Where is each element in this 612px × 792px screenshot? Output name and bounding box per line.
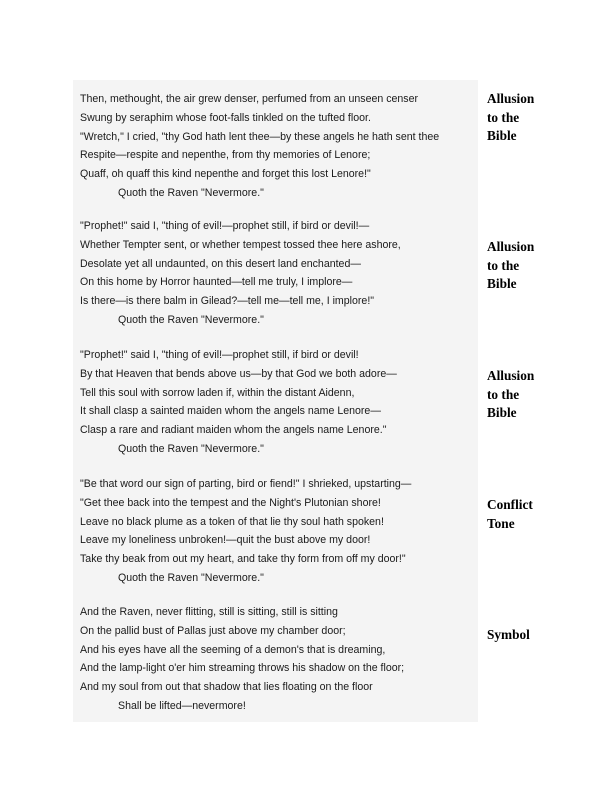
poem-line: Leave no black plume as a token of that lie thy soul hath spoken!	[80, 515, 384, 528]
poem-line: "Be that word our sign of parting, bird or fiend!" I shrieked, upstarting—	[80, 478, 412, 490]
refrain-line: Quoth the Raven "Nevermore."	[118, 442, 264, 455]
poem-line: And the lamp-light o'er him streaming throws his shadow on the floor;	[80, 662, 405, 675]
annotation-3	[487, 367, 597, 423]
annotation-text: to the	[487, 386, 520, 402]
annotation-text: Allusion	[487, 239, 535, 254]
poem-line: It shall clasp a sainted maiden whom the angels name Lenore—	[80, 405, 381, 418]
refrain-line: Quoth the Raven "Nevermore."	[118, 571, 264, 584]
poem-line: By that Heaven that bends above us—by that God we both adore—	[80, 367, 397, 380]
stanza-4	[80, 475, 475, 588]
annotation-text: Bible	[487, 405, 517, 420]
annotation-text: Allusion	[487, 368, 535, 383]
poem-line: And the Raven, never flitting, still is sitting, still is sitting	[80, 606, 338, 618]
annotation-text: to the	[487, 257, 520, 273]
poem-line: Desolate yet all undaunted, on this desert land enchanted—	[80, 257, 361, 270]
poem-line: Tell this soul with sorrow laden if, within the distant Aidenn,	[80, 386, 355, 399]
poem-line: Respite—respite and nepenthe, from thy memories of Lenore;	[80, 149, 371, 162]
poem-line: Is there—is there balm in Gilead?—tell me—tell me, I implore!"	[80, 295, 375, 308]
poem-line: Whether Tempter sent, or whether tempest tossed thee here ashore,	[80, 238, 401, 251]
refrain-line: Shall be lifted—nevermore!	[118, 699, 246, 712]
annotation-text: Bible	[487, 276, 517, 291]
poem-line: Swung by seraphim whose foot-falls tinkled on the tufted floor.	[80, 111, 371, 124]
poem-line: On the pallid bust of Pallas just above my chamber door;	[80, 624, 346, 637]
poem-line: "Prophet!" said I, "thing of evil!—prophet still, if bird or devil!—	[80, 220, 370, 232]
stanza-1	[80, 90, 475, 203]
annotation-text: Conflict	[487, 497, 533, 512]
stanza-2	[80, 217, 475, 330]
annotation-text: Bible	[487, 128, 517, 143]
poem-line: Leave my loneliness unbroken!—quit the bust above my door!	[80, 534, 371, 547]
refrain-line: Quoth the Raven "Nevermore."	[118, 313, 264, 326]
poem-line: "Wretch," I cried, "thy God hath lent thee—by these angels he hath sent thee	[80, 130, 440, 143]
poem-line: On this home by Horror haunted—tell me truly, I implore—	[80, 276, 353, 289]
annotation-4	[487, 496, 597, 533]
poem-line: "Get thee back into the tempest and the Night's Plutonian shore!	[80, 496, 381, 509]
annotation-text: Tone	[487, 515, 515, 531]
stanza-3	[80, 346, 475, 459]
annotation-1	[487, 90, 597, 146]
stanza-5	[80, 603, 475, 716]
poem-line: And my soul from out that shadow that lies floating on the floor	[80, 681, 373, 694]
poem-line: And his eyes have all the seeming of a demon's that is dreaming,	[80, 643, 386, 656]
poem-line: Then, methought, the air grew denser, perfumed from an unseen censer	[80, 93, 419, 105]
poem-line: Take thy beak from out my heart, and take thy form from off my door!"	[80, 553, 406, 566]
annotation-2	[487, 238, 597, 294]
annotation-5	[487, 626, 597, 645]
poem-line: "Prophet!" said I, "thing of evil!—prophet still, if bird or devil!	[80, 349, 359, 361]
poem-line: Quaff, oh quaff this kind nepenthe and forget this lost Lenore!"	[80, 168, 371, 181]
refrain-line: Quoth the Raven "Nevermore."	[118, 186, 264, 199]
annotation-text: Symbol	[487, 627, 530, 642]
annotation-text: Allusion	[487, 91, 535, 106]
poem-line: Clasp a rare and radiant maiden whom the angels name Lenore."	[80, 424, 387, 437]
annotation-text: to the	[487, 109, 520, 125]
